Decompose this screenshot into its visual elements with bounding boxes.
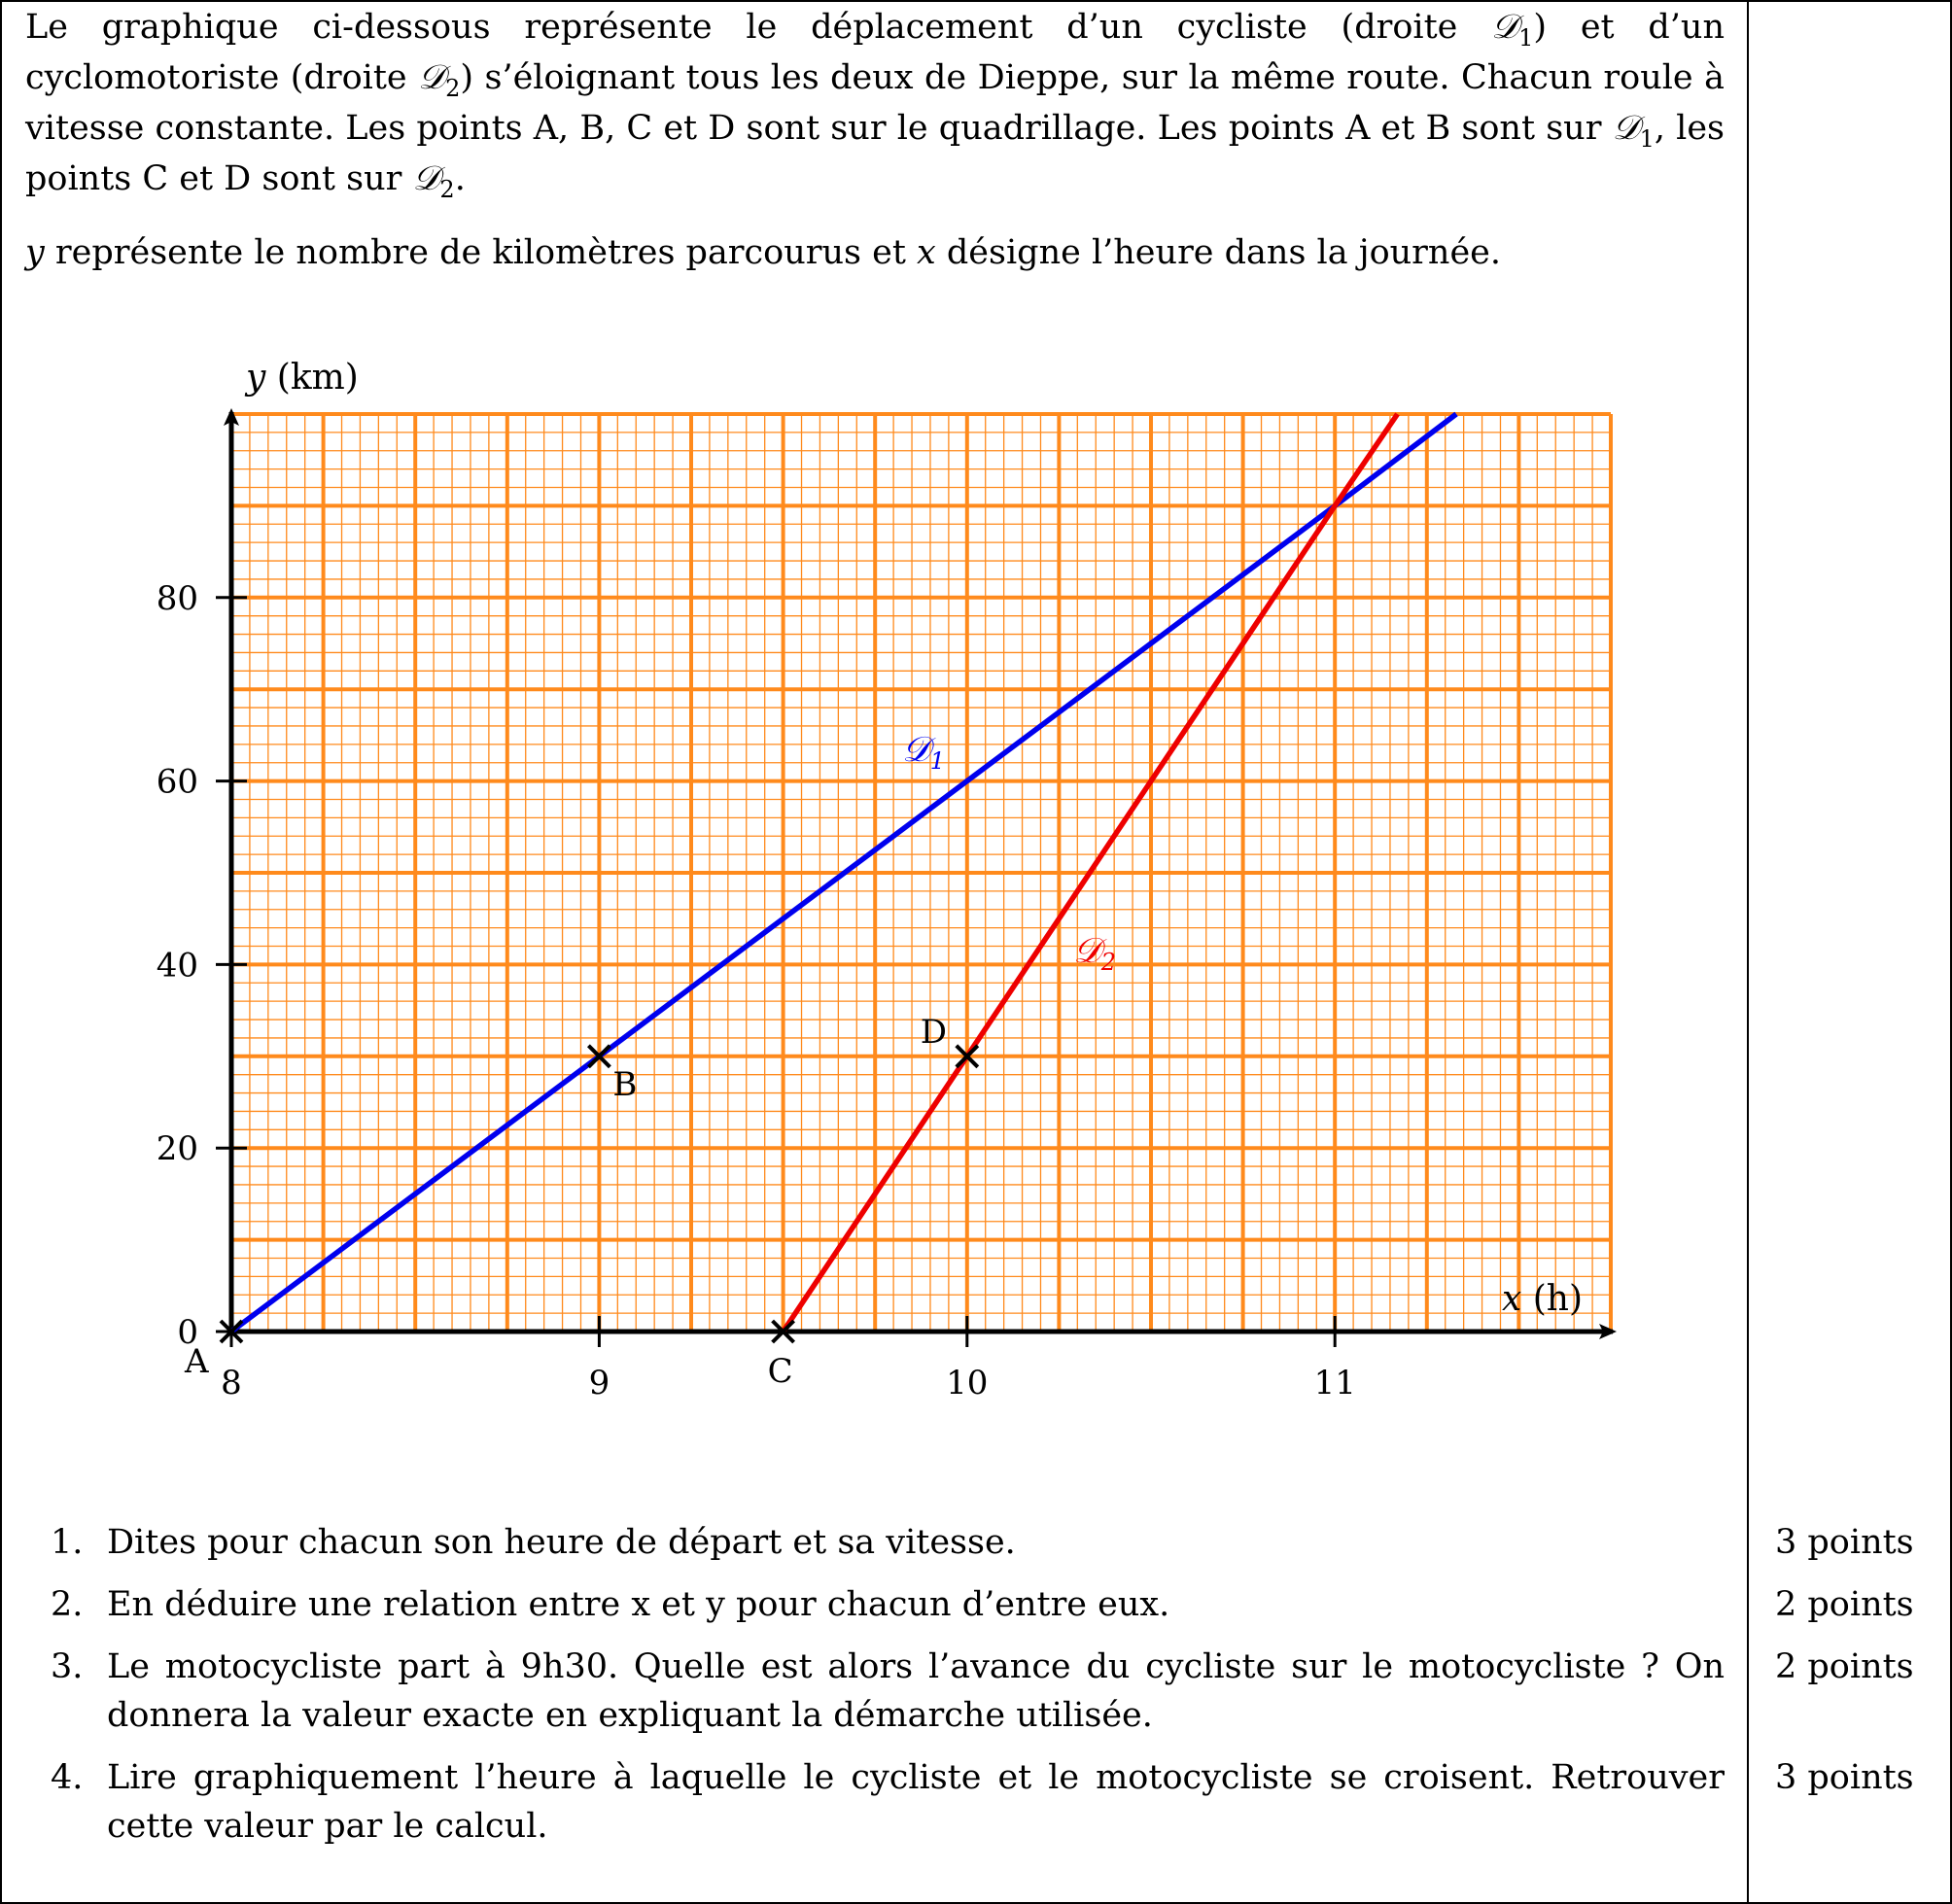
series-label-d1: 𝒟$_1$ [902, 730, 946, 775]
intro-text: . [454, 159, 466, 198]
point-label-a: A [185, 1342, 209, 1381]
chart-labels [157, 358, 1583, 1402]
question-text: Lire graphiquement l’heure à laquelle le cycliste et le motocycliste se croisent. Retrouver cette valeur par le calcul. [107, 1758, 1725, 1846]
y-axis-label: y (km) [246, 358, 359, 398]
d2-subscript: 2 [439, 176, 455, 203]
series-label-d2: 𝒟$_2$ [1073, 931, 1117, 976]
d1-subscript: 1 [1518, 24, 1534, 52]
question-text: Le motocycliste part à 9h30. Quelle est alors l’avance du cycliste sur le motocycliste ? On donnera la valeur exacte en expliquant la démarche utilisée. [107, 1647, 1725, 1735]
variables-text: représente le nombre de kilomètres parcourus et [44, 233, 918, 272]
question-number: 3. [51, 1647, 84, 1686]
d1-subscript: 1 [1639, 125, 1655, 153]
intro-text: ) et d’un cyclomotoriste (droite [25, 8, 1725, 97]
axis-ticks [216, 598, 1335, 1347]
d1-symbol: 𝒟 [1491, 8, 1519, 47]
question-text: En déduire une relation entre x et y pour chacun d’entre eux. [107, 1585, 1170, 1624]
x-tick-label: 8 [221, 1364, 242, 1402]
d2-symbol: 𝒟 [418, 58, 446, 97]
d1-symbol: 𝒟 [1612, 109, 1640, 148]
point-label-b: B [612, 1064, 638, 1104]
question-points: 3 points [1775, 1758, 1914, 1797]
var-x: x [917, 233, 936, 272]
question-points: 3 points [1775, 1523, 1914, 1562]
question-points: 2 points [1775, 1585, 1914, 1624]
question-points: 2 points [1775, 1647, 1914, 1686]
y-tick-label: 20 [156, 1129, 198, 1169]
question-number: 2. [51, 1585, 84, 1624]
x-tick-label: 10 [946, 1364, 989, 1402]
d2-subscript: 2 [445, 75, 461, 102]
grid-major [231, 414, 1611, 1332]
y-tick-label: 80 [156, 578, 198, 618]
x-tick-label: 11 [1313, 1364, 1356, 1402]
variables-text: désigne l’heure dans la journée. [935, 233, 1502, 272]
x-axis-label: x (h) [1502, 1279, 1584, 1319]
d2-symbol: 𝒟 [412, 159, 440, 198]
point-label-c: C [767, 1352, 793, 1391]
intro-text: , les points C et D sont sur [25, 109, 1725, 198]
question-number: 4. [51, 1758, 84, 1797]
intro-text: Le graphique ci-dessous représente le déplacement d’un cycliste (droite [25, 8, 1492, 47]
var-y: y [25, 233, 45, 272]
y-tick-label: 40 [156, 946, 198, 986]
x-tick-label: 9 [588, 1364, 610, 1402]
point-label-d: D [920, 1012, 948, 1052]
question-number: 1. [51, 1523, 84, 1562]
y-tick-label: 0 [177, 1313, 198, 1352]
intro-text: ) s’éloignant tous les deux de Dieppe, sur la même route. Chacun roule à vitesse constante. Les points A, B, C et D sont sur le quadrillage. Les points A et B sont sur [25, 58, 1725, 148]
question-text: Dites pour chacun son heure de départ et sa vitesse. [107, 1523, 1016, 1562]
y-tick-label: 60 [156, 762, 198, 802]
